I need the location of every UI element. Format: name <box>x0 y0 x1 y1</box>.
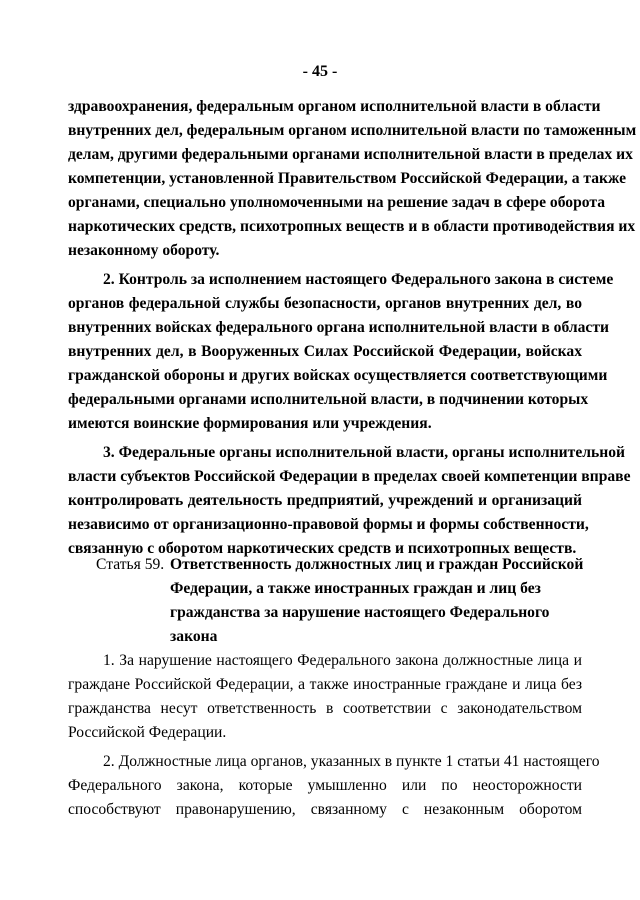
paragraph-line: имеются воинские формирования или учреждения. <box>68 415 432 432</box>
paragraph-line: контролировать деятельность предприятий, учреждений и организаций <box>68 492 582 509</box>
paragraph-line: внутренних войсках федерального органа исполнительной власти в области <box>68 319 609 336</box>
paragraph-line: делам, другими федеральными органами исполнительной власти в пределах их <box>68 146 633 163</box>
article-paragraph-line: Российской Федерации. <box>68 724 227 741</box>
paragraph-line: внутренних дел, в Вооруженных Силах Российской Федерации, войсках <box>68 343 582 360</box>
article-title-line: закона <box>170 628 218 645</box>
article-paragraph-line: способствуют правонарушению, связанному с незаконным оборотом <box>68 801 582 818</box>
article-paragraph-line: граждане Российской Федерации, а также иностранные граждане и лица без <box>68 676 582 693</box>
article-paragraph-line: 1. За нарушение настоящего Федерального закона должностные лица и <box>103 652 582 669</box>
article-title-line: гражданства за нарушение настоящего Федерального <box>170 604 550 621</box>
paragraph-line: здравоохранения, федеральным органом исполнительной власти в области <box>68 98 601 115</box>
page-number: - 45 - <box>302 63 338 80</box>
article-paragraph-line: гражданства несут ответственность в соответствии с законодательством <box>68 700 582 717</box>
paragraph-line: 2. Контроль за исполнением настоящего Федерального закона в системе <box>103 271 614 288</box>
article-label: Статья 59. <box>96 556 165 573</box>
paragraph-line: компетенции, установленной Правительством Российской Федерации, а также <box>68 170 627 187</box>
paragraph-line: гражданской обороны и других войсках осуществляется соответствующими <box>68 367 608 384</box>
paragraph-line: органов федеральной службы безопасности, органов внутренних дел, во <box>68 295 582 312</box>
paragraph-line: органами, специально уполномоченными на решение задач в сфере оборота <box>68 194 606 211</box>
paragraph-line: независимо от организационно-правовой формы и формы собственности, <box>68 516 589 533</box>
article-paragraph-line: Федерального закона, которые умышленно или по неосторожности <box>68 777 582 794</box>
paragraph-line: власти субъектов Российской Федерации в пределах своей компетенции вправе <box>68 468 631 485</box>
paragraph-line: связанную с оборотом наркотических средств и психотропных веществ. <box>68 540 577 557</box>
article-paragraph-line: 2. Должностные лица органов, указанных в пункте 1 статьи 41 настоящего <box>103 753 600 770</box>
paragraph-line: внутренних дел, федеральным органом исполнительной власти по таможенным <box>68 122 637 139</box>
paragraph-line: федеральными органами исполнительной власти, в подчинении которых <box>68 391 589 408</box>
paragraph-line: незаконному обороту. <box>68 242 220 259</box>
article-title-line: Федерации, а также иностранных граждан и лиц без <box>170 580 541 597</box>
article-title-line: Ответственность должностных лиц и граждан Российской <box>170 556 584 573</box>
paragraph-line: 3. Федеральные органы исполнительной власти, органы исполнительной <box>103 444 626 461</box>
paragraph-line: наркотических средств, психотропных веществ и в области противодействия их <box>68 218 636 235</box>
